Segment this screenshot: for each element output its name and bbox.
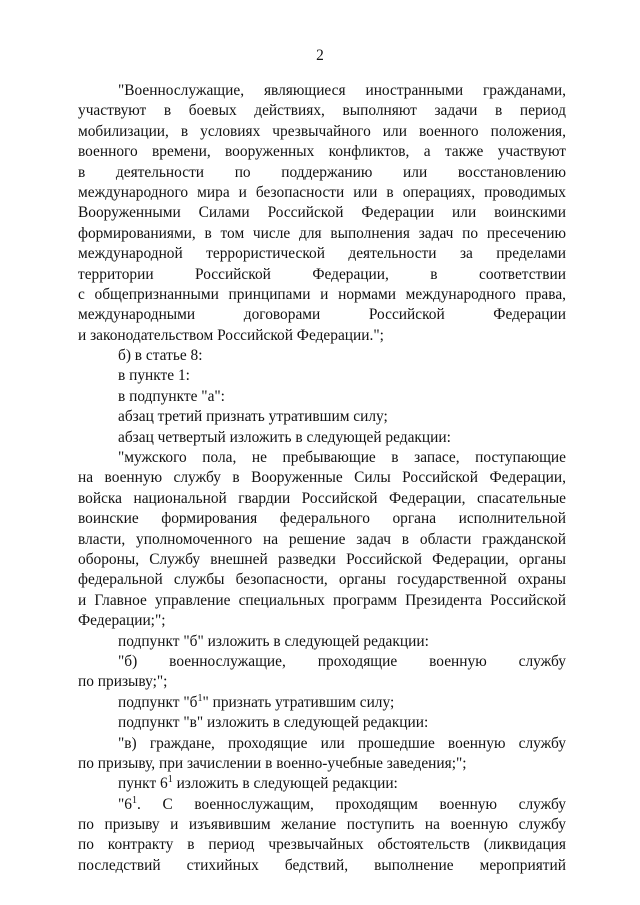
text-line bbox=[78, 326, 566, 346]
page-number: 2 bbox=[316, 47, 324, 64]
text-line bbox=[78, 203, 566, 223]
text-line bbox=[78, 346, 566, 366]
text-line-content: войска национальной гвардии Российской Федерации, спасательные bbox=[78, 489, 566, 507]
text-line bbox=[78, 509, 566, 529]
text-line bbox=[78, 550, 566, 570]
text-line-content: по контракту в период чрезвычайных обстоятельств (ликвидация bbox=[78, 836, 566, 854]
text-line-content: формированиями, в том числе для выполнения задач по пресечению bbox=[78, 224, 566, 242]
superscript-index: 1 bbox=[197, 692, 203, 704]
text-line-continuation: . С военнослужащим, проходящим военную службу bbox=[136, 795, 566, 813]
text-line bbox=[78, 795, 566, 815]
superscript-index: 1 bbox=[131, 794, 137, 806]
text-line bbox=[78, 713, 566, 733]
text-line bbox=[78, 407, 566, 427]
text-line bbox=[78, 142, 566, 162]
text-line-content: военного времени, вооруженных конфликтов, а также участвуют bbox=[78, 143, 566, 161]
text-line bbox=[78, 285, 566, 305]
document-body bbox=[78, 81, 566, 876]
text-line-content: участвуют в боевых действиях, выполняют задачи в период bbox=[78, 102, 566, 120]
text-line-continuation: " признать утратившим силу; bbox=[202, 693, 395, 711]
text-line bbox=[78, 305, 566, 325]
text-line-content: "мужского пола, не пребывающие в запасе, поступающие bbox=[118, 449, 566, 467]
text-line bbox=[78, 815, 566, 835]
text-line bbox=[78, 163, 566, 183]
text-line-continuation: изложить в следующей редакции: bbox=[172, 775, 398, 793]
text-line-content: Вооруженными Силами Российской Федерации или воинскими bbox=[78, 204, 566, 222]
text-line-content: и законодательством Российской Федерации."; bbox=[78, 326, 384, 344]
text-line-content: в подпункте "а": bbox=[118, 387, 225, 405]
text-line-content: по призыву, при зачислении в военно-учебные заведения;"; bbox=[78, 754, 467, 772]
text-line-content: последствий стихийных бедствий, выполнение мероприятий bbox=[78, 856, 566, 874]
text-line bbox=[78, 224, 566, 244]
text-line-content: федеральной службы безопасности, органы государственной охраны bbox=[78, 571, 566, 589]
text-line bbox=[78, 101, 566, 121]
text-line-content: "6 bbox=[118, 795, 132, 813]
text-line bbox=[78, 366, 566, 386]
text-line bbox=[78, 468, 566, 488]
text-line bbox=[78, 591, 566, 611]
text-line-content: б) в статье 8: bbox=[118, 347, 203, 365]
text-line-content: подпункт "в" изложить в следующей редакции: bbox=[118, 714, 429, 732]
superscript-index: 1 bbox=[167, 774, 173, 786]
text-line-content: "в) граждане, проходящие или прошедшие военную службу bbox=[118, 734, 566, 752]
text-line bbox=[78, 489, 566, 509]
text-line bbox=[78, 835, 566, 855]
text-line bbox=[78, 448, 566, 468]
text-line bbox=[78, 734, 566, 754]
text-line-content: по призыву и изъявившим желание поступить на военную службу bbox=[78, 816, 566, 834]
text-line bbox=[78, 570, 566, 590]
text-line bbox=[78, 428, 566, 448]
text-line bbox=[78, 81, 566, 101]
text-line bbox=[78, 672, 566, 692]
text-line bbox=[78, 122, 566, 142]
text-line-content: международной террористической деятельности за пределами bbox=[78, 245, 566, 263]
text-line-content: с общепризнанными принципами и нормами международного права, bbox=[78, 285, 566, 303]
text-line bbox=[78, 244, 566, 264]
text-line-content: подпункт "б bbox=[118, 693, 198, 711]
text-line bbox=[78, 774, 566, 794]
text-line-content: пункт 6 bbox=[118, 775, 168, 793]
text-line-content: Федерации;"; bbox=[78, 612, 166, 630]
text-line-content: международного мира и безопасности или в операциях, проводимых bbox=[78, 183, 566, 201]
text-line-content: и Главное управление специальных программ Президента Российской bbox=[78, 591, 566, 609]
text-line-content: в пункте 1: bbox=[118, 367, 190, 385]
text-line bbox=[78, 611, 566, 631]
text-line bbox=[78, 693, 566, 713]
text-line bbox=[78, 265, 566, 285]
text-line-content: мобилизации, в условиях чрезвычайного или военного положения, bbox=[78, 122, 566, 140]
text-line-content: власти, уполномоченного на решение задач в области гражданской bbox=[78, 530, 566, 548]
text-line bbox=[78, 652, 566, 672]
text-line-content: абзац четвертый изложить в следующей редакции: bbox=[118, 428, 451, 446]
text-line-content: по призыву;"; bbox=[78, 673, 168, 691]
text-line-content: абзац третий признать утратившим силу; bbox=[118, 408, 388, 426]
text-line-content: "б) военнослужащие, проходящие военную службу bbox=[118, 652, 566, 670]
text-line-content: в деятельности по поддержанию или восстановлению bbox=[78, 163, 566, 181]
text-line bbox=[78, 530, 566, 550]
text-line-content: обороны, Службу внешней разведки Российской Федерации, органы bbox=[78, 550, 566, 568]
text-line-content: подпункт "б" изложить в следующей редакции: bbox=[118, 632, 429, 650]
text-line bbox=[78, 632, 566, 652]
text-line bbox=[78, 183, 566, 203]
text-line-content: воинские формирования федерального органа исполнительной bbox=[78, 510, 566, 528]
text-line-content: "Военнослужащие, являющиеся иностранными гражданами, bbox=[118, 82, 566, 99]
text-line bbox=[78, 856, 566, 876]
text-line bbox=[78, 387, 566, 407]
text-line-content: на военную службу в Вооруженные Силы Российской Федерации, bbox=[78, 469, 566, 487]
text-line-content: международными договорами Российской Федерации bbox=[78, 306, 566, 324]
text-line bbox=[78, 754, 566, 774]
text-line-content: территории Российской Федерации, в соответствии bbox=[78, 265, 566, 283]
